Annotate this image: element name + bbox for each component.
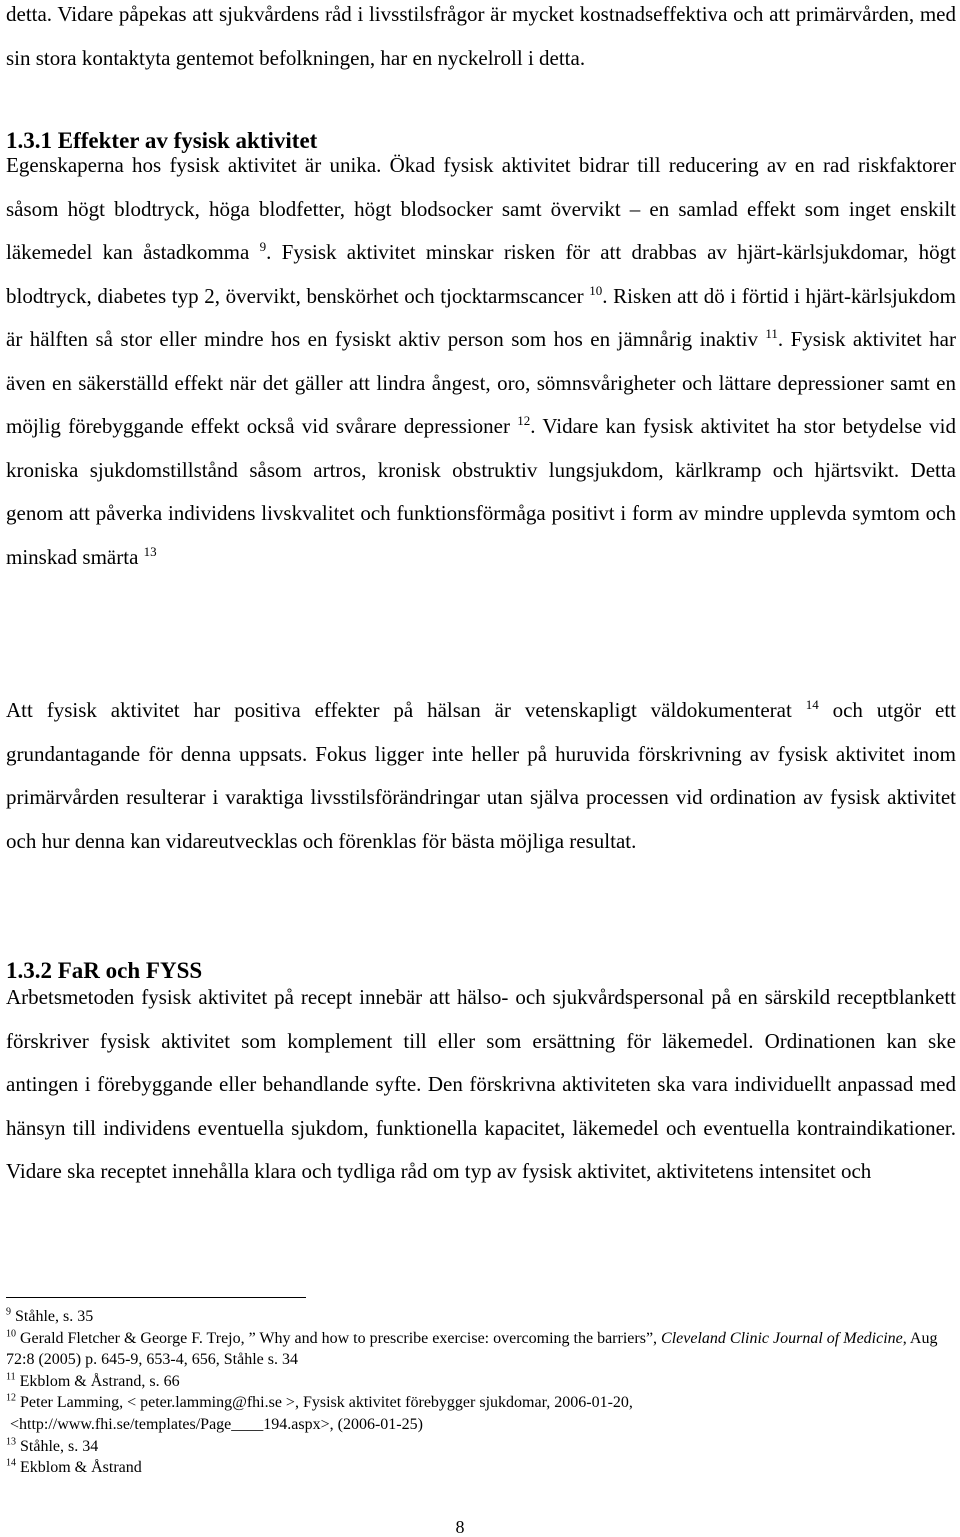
footnote-14 — [6, 1457, 946, 1479]
paragraph-assumption — [6, 689, 956, 863]
section-heading-1-3-2: 1.3.2 FaR och FYSS — [6, 958, 203, 983]
footnote-text: Peter Lamming, < peter.lamming@fhi.se >, Fysisk aktivitet förebygger sjukdomar, 2006-01-20, — [16, 1394, 633, 1412]
footnote-number: 10 — [6, 1328, 16, 1340]
footnote-text: Ekblom & Åstrand, s. 66 — [15, 1372, 180, 1390]
footnote-ref-13[interactable]: 13 — [143, 543, 157, 559]
paragraph-intro-continuation: detta. Vidare påpekas att sjukvårdens råd i livsstilsfrågor är mycket kostnadseffektiva och att primärvården, med sin stora kontaktyta gentemot befolkningen, har en nyckelroll i detta. — [6, 2, 956, 70]
section-heading-1-3-1: 1.3.1 Effekter av fysisk aktivitet — [6, 128, 318, 153]
footnote-text: Gerald Fletcher & George F. Trejo, ” Why and how to prescribe exercise: overcoming the barriers”, — [16, 1329, 662, 1347]
footnote-text: Ståhle, s. 35 — [11, 1308, 94, 1325]
footnote-ref-9[interactable]: 9 — [259, 239, 267, 254]
footnote-number: 11 — [6, 1371, 16, 1383]
text-span: . Fysisk aktivitet har även en säkerställd effekt när det gäller att lindra ångest, oro, sömnsvårigheter och lättare depressioner samt en möjlig förebyggande effekt också vid svårare depressioner — [6, 327, 956, 438]
footnote-10 — [6, 1328, 946, 1371]
footnote-separator — [6, 1297, 306, 1298]
text-span: och utgör ett grundantagande för denna uppsats. Fokus ligger inte heller på huruvida förskrivning av fysisk aktivitet inom primärvården resulterar i varaktiga livsstilsförändringar utan själva processen vid ordination av fysisk aktivitet och hur denna kan vidareutvecklas och förenklas för bästa möjliga resultat. — [6, 698, 956, 853]
text-span: Egenskaperna hos fysisk aktivitet är unika. Ökad fysisk aktivitet bidrar till reducering av en rad riskfaktorer såsom högt blodtryck, höga blodfetter, högt blodsocker samt övervikt – en samlad effekt som inget enskilt läkemedel kan åstadkomma — [6, 153, 956, 264]
footnote-journal-title: Cleveland Clinic Journal of Medicine — [661, 1329, 903, 1347]
footnote-ref-14[interactable]: 14 — [805, 697, 819, 712]
footnote-13 — [6, 1436, 946, 1458]
text-span: . Risken att dö i förtid i hjärt-kärlsjukdom är hälften så stor eller mindre hos en fysiskt aktiv person som hos en jämnårig inaktiv — [6, 283, 956, 351]
footnote-12 — [6, 1392, 946, 1414]
text-span: . Vidare kan fysisk aktivitet ha stor betydelse vid kroniska sjukdomstillstånd såsom artros, kronisk obstruktiv lungsjukdom, kärlkramp och hjärtsvikt. Detta genom att påverka individens livskvalitet och funktionsförmåga positivt i form av mindre upplevda symtom och minskad smärta — [6, 414, 956, 569]
footnote-number: 13 — [6, 1436, 16, 1448]
footnotes — [6, 1306, 946, 1479]
footnote-number: 14 — [6, 1457, 16, 1469]
footnote-text: Ståhle, s. 34 — [16, 1437, 99, 1455]
paragraph-effects — [6, 144, 956, 579]
footnote-text: Ekblom & Åstrand — [16, 1459, 142, 1477]
footnote-12-url[interactable]: <http://www.fhi.se/templates/Page____194.aspx>, (2006-01-25) — [10, 1415, 423, 1433]
footnote-11 — [6, 1371, 946, 1393]
footnote-number: 12 — [6, 1393, 16, 1405]
paragraph-far-method: Arbetsmetoden fysisk aktivitet på recept innebär att hälso- och sjukvårdspersonal på en särskild receptblankett förskriver fysisk aktivitet som komplement till eller som ersättning för läkemedel. Ordinationen kan ske antingen i förebyggande eller behandlande syfte. Den förskrivna aktiviteten ska vara individuellt anpassad med hänsyn till individens eventuella sjukdom, funktionella kapacitet, läkemedel och eventuella kontraindikationer. Vidare ska receptet innehålla klara och tydliga råd om typ av fysisk aktivitet, aktivitetens intensitet och — [6, 985, 956, 1183]
page-number: 8 — [455, 1517, 465, 1537]
footnote-ref-11[interactable]: 11 — [765, 326, 778, 341]
footnote-ref-10[interactable]: 10 — [589, 282, 603, 298]
footnote-text: , Aug 72:8 (2005) p. 645-9, 653-4, 656, Ståhle s. 34 — [6, 1329, 938, 1369]
text-span: Att fysisk aktivitet har positiva effekter på hälsan är vetenskapligt väldokumenterat — [6, 698, 806, 722]
footnote-number: 9 — [6, 1306, 11, 1318]
footnote-9 — [6, 1306, 946, 1328]
footnote-ref-12[interactable]: 12 — [517, 413, 531, 428]
text-span: . Fysisk aktivitet minskar risken för att drabbas av hjärt-kärlsjukdomar, högt blodtryck, diabetes typ 2, övervikt, benskörhet och tjocktarmscancer — [6, 240, 956, 308]
